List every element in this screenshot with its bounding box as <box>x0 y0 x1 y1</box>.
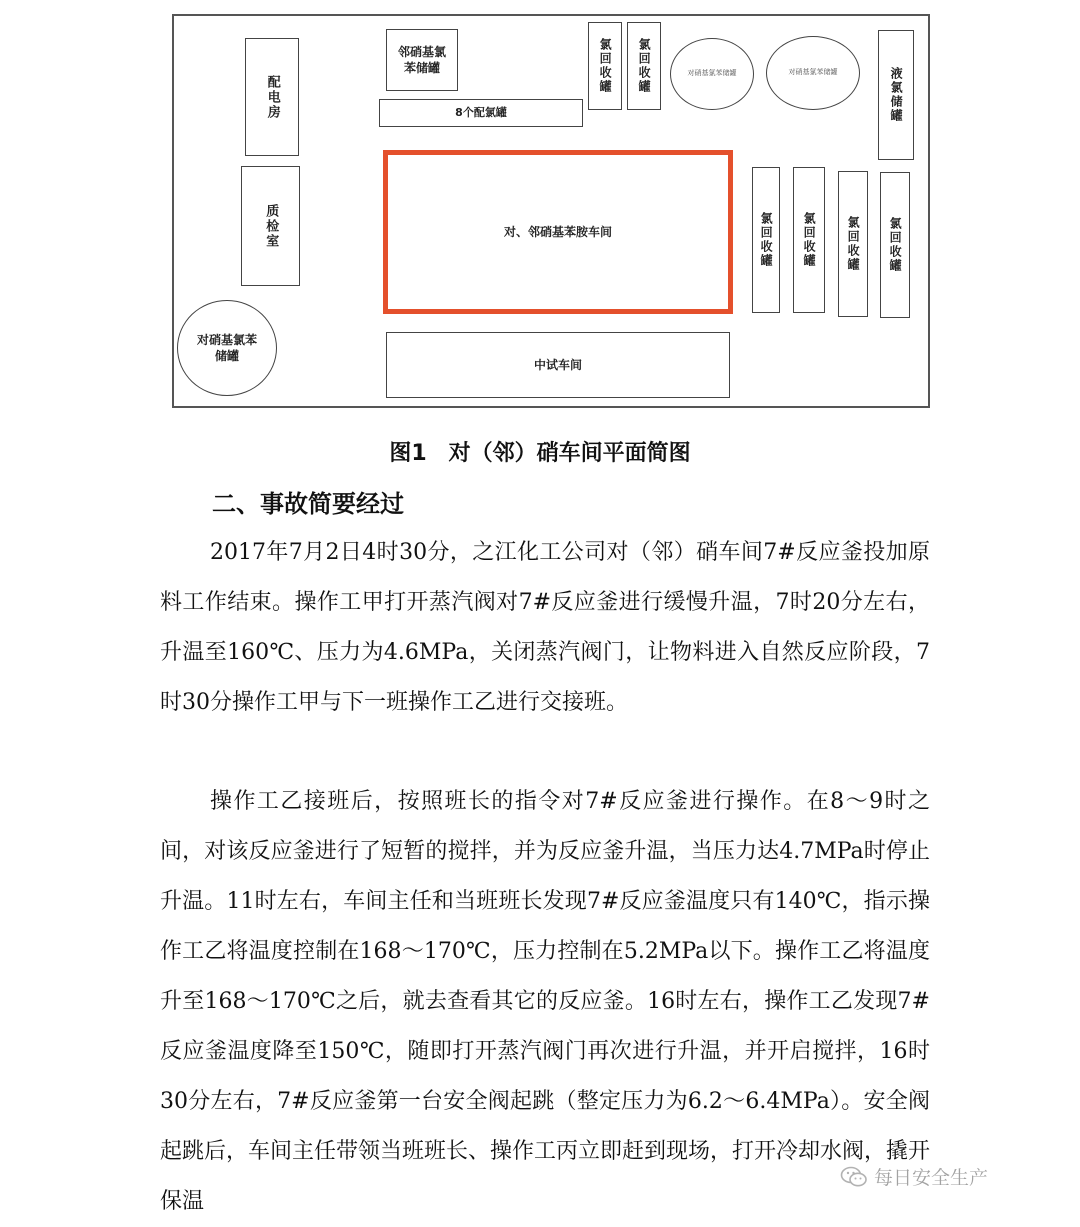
chlorine-recovery-tank-4: 氯回收罐 <box>793 167 825 313</box>
watermark-text: 每日安全生产 <box>874 1167 989 1189</box>
power-room: 配电房 <box>245 38 299 156</box>
paragraph: 2017年7月2日4时30分，之江化工公司对（邻）硝车间7#反应釜投加原料工作结束。操作工甲打开蒸汽阀对7#反应釜进行缓慢升温，7时20分左右，升温至160℃、压力为4.6MPa，关闭蒸汽阀门，让物料进入自然反应阶段，7时30分操作工甲与下一班操作工乙进行交接班。 <box>160 540 930 715</box>
liquid-chlorine-tank: 液氯储罐 <box>878 30 914 160</box>
figure-caption: 图1 对（邻）硝车间平面简图 <box>389 441 691 466</box>
qc-room: 质检室 <box>241 166 300 286</box>
watermark <box>840 1163 988 1190</box>
p-nitrochlorobenzene-tank-circle-1: 对硝基氯苯储罐 <box>670 38 754 110</box>
chlorine-recovery-tank-5: 氯回收罐 <box>838 171 868 317</box>
chlorine-recovery-tank-2: 氯回收罐 <box>627 22 661 110</box>
wechat-icon <box>840 1165 868 1189</box>
chlorine-tanks: 8个配氯罐 <box>379 99 583 127</box>
chlorine-recovery-tank-6: 氯回收罐 <box>880 172 910 318</box>
o-nitrochlorobenzene-tank: 邻硝基氯苯储罐 <box>386 29 458 91</box>
chlorine-recovery-tank-1: 氯回收罐 <box>588 22 622 110</box>
p-nitrochlorobenzene-tank-circle-2: 对硝基氯苯储罐 <box>766 36 860 110</box>
target-workshop: 对、邻硝基苯胺车间 <box>383 150 733 314</box>
section-heading: 二、事故简要经过 <box>212 490 404 518</box>
pilot-workshop: 中试车间 <box>386 332 730 398</box>
workshop-floor-plan <box>172 14 930 408</box>
paragraph: 操作工乙接班后，按照班长的指令对7#反应釜进行操作。在8～9时之间，对该反应釜进行了短暂的搅拌，并为反应釜升温，当压力达4.7MPa时停止升温。11时左右，车间主任和当班班长发现7#反应釜温度只有140℃，指示操作工乙将温度控制在168～170℃，压力控制在5.2MPa以下。操作工乙将温度升至168～170℃之后，就去查看其它的反应釜。16时左右，操作工乙发现7#反应釜温度降至150℃，随即打开蒸汽阀门再次进行升温，并开启搅拌，16时30分左右，7#反应釜第一台安全阀起跳（整定压力为6.2～6.4MPa）。安全阀起跳后，车间主任带领当班班长、操作工丙立即赶到现场，打开冷却水阀，撬开保温 <box>160 789 931 1214</box>
p-nitrochlorobenzene-tank-left: 对硝基氯苯储罐 <box>177 300 277 396</box>
chlorine-recovery-tank-3: 氯回收罐 <box>752 167 780 313</box>
